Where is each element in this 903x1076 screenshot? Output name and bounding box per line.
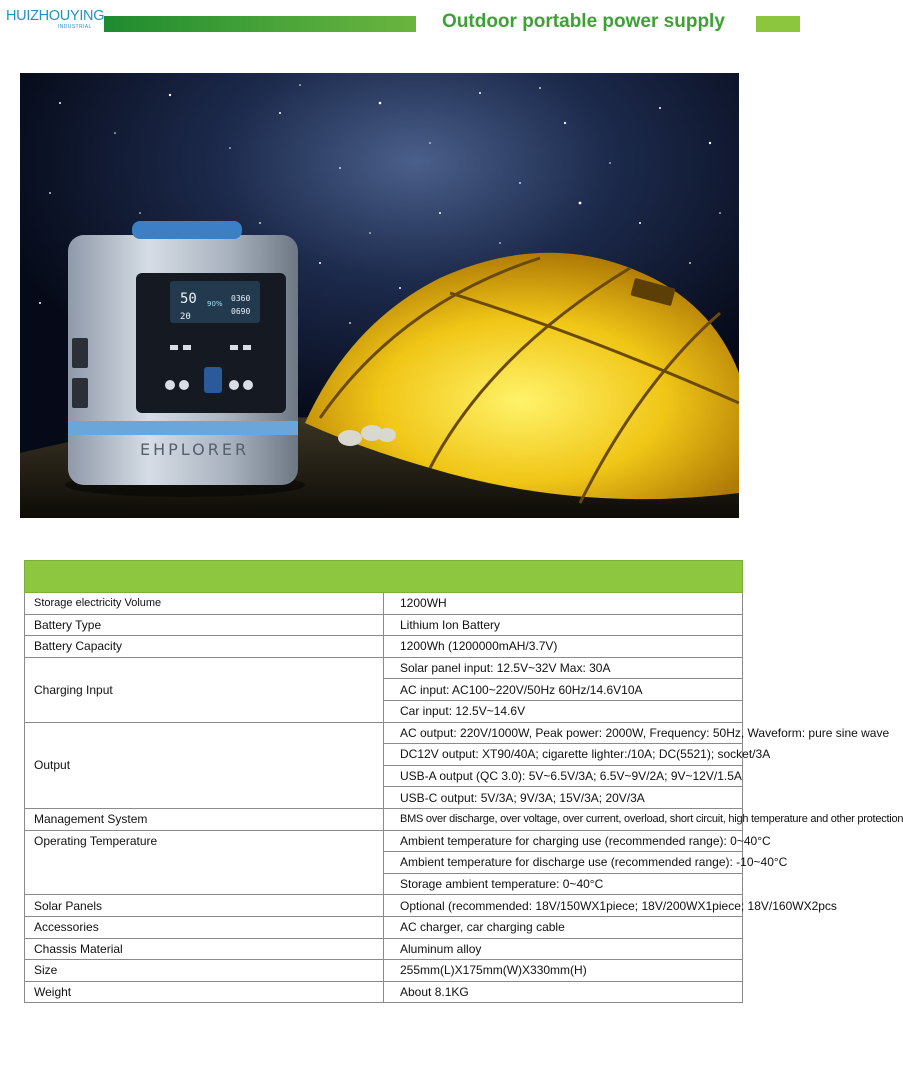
table-row: [25, 938, 743, 960]
product-photo: [20, 73, 739, 518]
display-right-top: 0360: [231, 294, 251, 303]
spec-label: Solar Panels: [25, 895, 384, 917]
spec-label: Battery Capacity: [25, 636, 384, 658]
table-row: [25, 916, 743, 938]
logo-name: HUIZHOUYING: [6, 8, 105, 24]
spec-label: Battery Type: [25, 614, 384, 636]
table-row: [25, 808, 743, 830]
spec-value: USB-A output (QC 3.0): 5V~6.5V/3A; 6.5V~9V/2A; 9V~12V/1.5A: [384, 765, 743, 787]
spec-value: Ambient temperature for discharge use (recommended range): -10~40°C: [384, 852, 743, 874]
spec-value: Optional (recommended: 18V/150WX1piece; 18V/200WX1piece; 18V/160WX2pcs: [384, 895, 743, 917]
brand-logo: [6, 8, 105, 34]
logo-tagline: INDUSTRIAL: [58, 24, 92, 30]
header-green-bar: [104, 16, 416, 32]
spec-value: AC charger, car charging cable: [384, 916, 743, 938]
table-row: [25, 722, 743, 744]
table-row: [25, 981, 743, 1003]
spec-value: Aluminum alloy: [384, 938, 743, 960]
table-row: [25, 960, 743, 982]
page-title: Outdoor portable power supply: [442, 11, 725, 32]
spec-value: DC12V output: XT90/40A; cigarette lighter:/10A; DC(5521); socket/3A: [384, 744, 743, 766]
spec-value: Solar panel input: 12.5V~32V Max: 30A: [384, 657, 743, 679]
display-right-bottom: 0690: [231, 307, 251, 316]
spec-label: Management System: [25, 808, 384, 830]
spec-label: Charging Input: [25, 657, 384, 722]
spec-value: AC input: AC100~220V/50Hz 60Hz/14.6V10A: [384, 679, 743, 701]
spec-value: 1200WH: [384, 593, 743, 615]
power-station: [65, 221, 305, 497]
table-row: [25, 636, 743, 658]
spec-label: Accessories: [25, 916, 384, 938]
spec-value: BMS over discharge, over voltage, over current, overload, short circuit, high temperature and other protection: [384, 808, 743, 830]
spec-value: Car input: 12.5V~14.6V: [384, 700, 743, 722]
display-percent: 90%: [207, 300, 223, 308]
table-row: [25, 830, 743, 852]
spec-value: About 8.1KG: [384, 981, 743, 1003]
spec-value: 255mm(L)X175mm(W)X330mm(H): [384, 960, 743, 982]
spec-value: 1200Wh (1200000mAH/3.7V): [384, 636, 743, 658]
spec-label: Chassis Material: [25, 938, 384, 960]
spec-label: Size: [25, 960, 384, 982]
spec-label: Storage electricity Volume: [25, 593, 384, 615]
spec-value: AC output: 220V/1000W, Peak power: 2000W, Frequency: 50Hz, Waveform: pure sine wave: [384, 722, 743, 744]
table-row: [25, 895, 743, 917]
table-row: [25, 593, 743, 615]
spec-value: USB-C output: 5V/3A; 9V/3A; 15V/3A; 20V/3A: [384, 787, 743, 809]
table-header-cell: [25, 561, 743, 593]
display-left-big: 50: [180, 291, 197, 307]
display-left-small: 20: [180, 312, 191, 322]
table-row: [25, 614, 743, 636]
spec-label: Operating Temperature: [25, 830, 384, 895]
spec-value: Ambient temperature for charging use (recommended range): 0~40°C: [384, 830, 743, 852]
device-brand: EHPLORER: [140, 440, 250, 459]
spec-value: Lithium Ion Battery: [384, 614, 743, 636]
spec-value: Storage ambient temperature: 0~40°C: [384, 873, 743, 895]
header-accent-bar: [756, 16, 800, 32]
specifications-table: [24, 560, 903, 1003]
table-row: [25, 657, 743, 679]
spec-label: Output: [25, 722, 384, 808]
table-header-row: [25, 561, 743, 593]
spec-label: Weight: [25, 981, 384, 1003]
